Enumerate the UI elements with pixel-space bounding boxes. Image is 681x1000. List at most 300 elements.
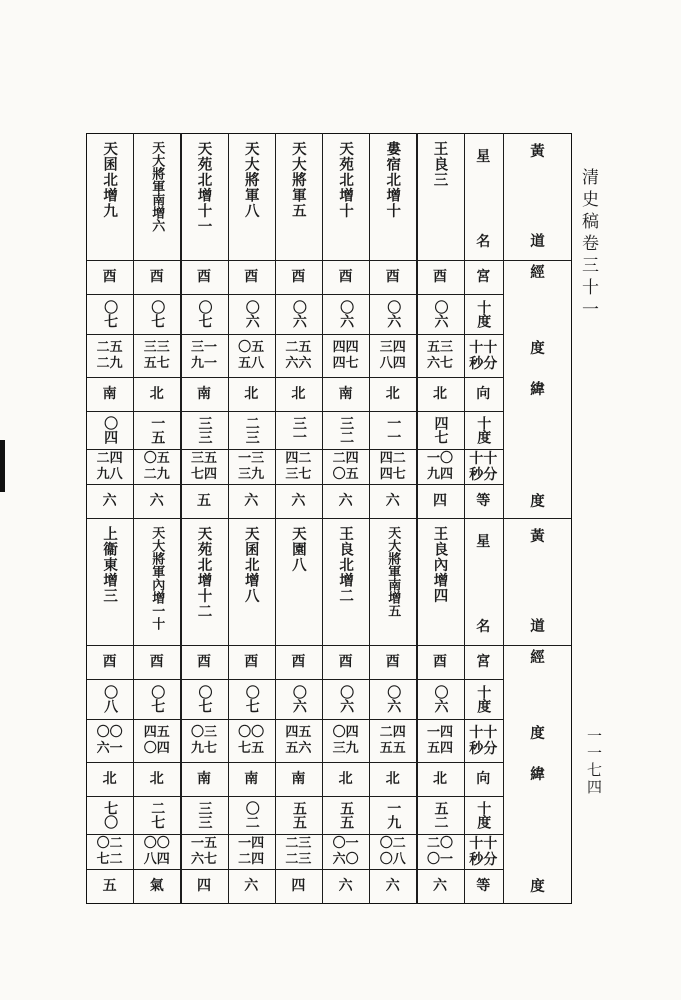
longitude-degree xyxy=(228,679,275,719)
min-sec-line: 〇〇 xyxy=(238,724,265,740)
direction: 南 xyxy=(244,770,259,787)
header-sec-min-label: 秒分 xyxy=(469,355,498,372)
longitude-degree xyxy=(180,679,227,719)
min-sec-line: 二九 xyxy=(143,466,170,482)
degree-value: 〇六 xyxy=(432,300,449,328)
star-name: 王良北增二 xyxy=(337,526,355,604)
latitude-degree xyxy=(86,796,133,834)
header-palace xyxy=(464,260,503,294)
table-rule-horizontal xyxy=(86,762,503,763)
longitude-degree xyxy=(369,294,416,334)
header-ten-degree xyxy=(464,411,503,449)
magnitude-grade-cell xyxy=(416,484,463,518)
header-palace xyxy=(464,645,503,679)
direction-cell xyxy=(228,762,275,796)
latitude-min-sec xyxy=(322,834,369,869)
min-sec-line: 五七 xyxy=(143,355,170,371)
header-ten-degree xyxy=(464,679,503,719)
degree-value: 三三 xyxy=(196,801,213,829)
header-min-sec-stack xyxy=(469,725,497,757)
table-rule-horizontal xyxy=(86,411,503,412)
magnitude-grade: 五 xyxy=(102,877,117,894)
star-name-cell xyxy=(416,133,463,260)
degree-value: 〇六 xyxy=(385,685,402,713)
direction: 北 xyxy=(432,770,447,787)
header-ten-degree-label: 十度 xyxy=(475,685,492,713)
table-rule-horizontal xyxy=(86,294,503,295)
star-name: 天園八 xyxy=(289,526,307,573)
min-sec-line: 〇一 xyxy=(332,835,359,851)
table-rule-vertical xyxy=(133,133,134,904)
magnitude-grade: 六 xyxy=(385,877,400,894)
min-sec-line: 五四 xyxy=(426,740,453,756)
min-sec-line: 六七 xyxy=(426,355,453,371)
min-sec-line: 九一 xyxy=(190,355,217,371)
min-sec-stack xyxy=(427,836,453,868)
table-rule-horizontal xyxy=(503,645,572,646)
min-sec-line: 〇二 xyxy=(379,835,406,851)
direction-cell xyxy=(180,762,227,796)
longitude-min-sec xyxy=(369,719,416,762)
min-sec-line: 〇一 xyxy=(426,851,453,867)
star-name-cell xyxy=(322,518,369,645)
min-sec-line: 〇三 xyxy=(190,724,217,740)
table-rule-horizontal xyxy=(86,334,503,335)
direction-cell xyxy=(369,762,416,796)
min-sec-line: 九四 xyxy=(426,466,453,482)
latitude-min-sec xyxy=(228,449,275,484)
latitude-min-sec xyxy=(133,834,180,869)
longitude-degree xyxy=(180,294,227,334)
degree-value: 四七 xyxy=(432,416,449,444)
header-sec-min-label: 秒分 xyxy=(469,851,498,868)
table-rule-horizontal xyxy=(86,518,572,519)
table-rule-vertical xyxy=(228,133,229,904)
table-rule-horizontal xyxy=(86,869,503,870)
min-sec-line: 三四 xyxy=(379,339,406,355)
min-sec-line: 五三 xyxy=(426,339,453,355)
latitude-degree xyxy=(133,411,180,449)
latitude-degree xyxy=(416,411,463,449)
palace-cell xyxy=(369,645,416,679)
palace-cell xyxy=(180,260,227,294)
latitude-min-sec xyxy=(86,449,133,484)
table-rule-horizontal xyxy=(86,834,503,835)
magnitude-grade: 六 xyxy=(102,492,117,509)
star-name-cell xyxy=(275,518,322,645)
degree-value: 二七 xyxy=(149,801,166,829)
header-min-sec-stack xyxy=(469,340,497,372)
star-name: 天苑北增十 xyxy=(337,141,355,219)
direction-cell xyxy=(133,377,180,411)
palace: 酉 xyxy=(244,653,259,670)
magnitude-grade-cell xyxy=(180,484,227,518)
min-sec-stack xyxy=(285,451,311,483)
star-name: 天大將軍八 xyxy=(242,141,260,219)
min-sec-stack xyxy=(97,451,123,483)
latitude-min-sec xyxy=(133,449,180,484)
ecliptic-longitude-label: 經 xyxy=(530,649,545,666)
min-sec-line: 〇二 xyxy=(96,835,123,851)
magnitude-grade: 四 xyxy=(291,877,306,894)
min-sec-stack xyxy=(380,725,406,757)
longitude-min-sec xyxy=(322,719,369,762)
direction: 北 xyxy=(338,770,353,787)
direction-cell xyxy=(322,762,369,796)
min-sec-line: 三九 xyxy=(238,466,265,482)
latitude-degree xyxy=(228,796,275,834)
header-ten-degree-label: 十度 xyxy=(475,801,492,829)
palace-cell xyxy=(322,645,369,679)
min-sec-stack xyxy=(144,836,170,868)
palace-cell xyxy=(133,645,180,679)
min-sec-stack xyxy=(380,836,406,868)
longitude-degree xyxy=(275,679,322,719)
longitude-min-sec xyxy=(133,719,180,762)
magnitude-grade-cell xyxy=(180,869,227,903)
header-star-name xyxy=(464,518,503,645)
degree-value: 二三 xyxy=(243,416,260,444)
min-sec-line: 六〇 xyxy=(332,851,359,867)
longitude-degree xyxy=(322,294,369,334)
min-sec-line: 五八 xyxy=(238,355,265,371)
min-sec-stack xyxy=(191,340,217,372)
longitude-min-sec xyxy=(180,334,227,377)
min-sec-line: 〇〇 xyxy=(143,835,170,851)
min-sec-stack xyxy=(238,451,264,483)
table-rule-horizontal xyxy=(86,719,503,720)
table-rule-vertical xyxy=(571,133,572,904)
latitude-min-sec xyxy=(275,449,322,484)
degree-value: 〇六 xyxy=(338,300,355,328)
table-rule-horizontal xyxy=(86,449,503,450)
min-sec-line: 一〇 xyxy=(426,450,453,466)
magnitude-grade: 六 xyxy=(149,492,164,509)
page-title: 清史稿卷三十一 xyxy=(578,168,598,322)
min-sec-stack xyxy=(97,836,123,868)
magnitude-grade: 六 xyxy=(291,492,306,509)
table-rule-vertical xyxy=(464,133,465,904)
min-sec-stack xyxy=(333,836,359,868)
magnitude-grade: 六 xyxy=(244,877,259,894)
degree-value: 三三 xyxy=(196,416,213,444)
header-star-label: 星 xyxy=(476,534,491,550)
min-sec-stack xyxy=(191,725,217,757)
ecliptic-longitude-cell xyxy=(503,645,572,762)
palace: 酉 xyxy=(432,653,447,670)
star-name-cell xyxy=(369,133,416,260)
header-ten-ten-label: 十十 xyxy=(469,724,498,741)
magnitude-grade-cell xyxy=(228,869,275,903)
min-sec-stack xyxy=(191,836,217,868)
star-name-cell xyxy=(133,518,180,645)
star-name-cell xyxy=(275,133,322,260)
star-catalog-table xyxy=(86,133,572,904)
latitude-min-sec xyxy=(228,834,275,869)
star-name: 天苑北增十二 xyxy=(195,526,213,619)
longitude-degree xyxy=(133,679,180,719)
ecliptic-degree-label: 度 xyxy=(530,493,545,510)
palace: 酉 xyxy=(338,653,353,670)
min-sec-stack xyxy=(144,451,170,483)
min-sec-line: 三五 xyxy=(190,450,217,466)
latitude-degree xyxy=(322,411,369,449)
star-name-cell xyxy=(228,518,275,645)
palace-cell xyxy=(275,645,322,679)
min-sec-stack xyxy=(144,725,170,757)
latitude-degree xyxy=(275,796,322,834)
star-name: 天大將軍南增五 xyxy=(385,526,401,617)
degree-value: 五五 xyxy=(338,801,355,829)
palace: 酉 xyxy=(291,268,306,285)
degree-value: 〇七 xyxy=(102,300,119,328)
min-sec-line: 二四 xyxy=(379,724,406,740)
min-sec-line: 九八 xyxy=(96,466,123,482)
palace: 酉 xyxy=(338,268,353,285)
min-sec-line: 二五 xyxy=(285,339,312,355)
header-ten-ten-label: 十十 xyxy=(469,339,498,356)
direction: 北 xyxy=(291,385,306,402)
degree-value: 一五 xyxy=(149,416,166,444)
min-sec-line: 〇五 xyxy=(143,450,170,466)
latitude-min-sec xyxy=(86,834,133,869)
min-sec-line: 四五 xyxy=(285,724,312,740)
header-min-sec-stack xyxy=(469,836,497,868)
min-sec-line: 五五 xyxy=(379,740,406,756)
longitude-min-sec xyxy=(416,334,463,377)
min-sec-line: 二三 xyxy=(285,835,312,851)
min-sec-line: 六六 xyxy=(285,355,312,371)
magnitude-grade-cell xyxy=(369,869,416,903)
direction: 南 xyxy=(338,385,353,402)
table-rule-horizontal xyxy=(86,903,572,904)
header-min-sec xyxy=(464,719,503,762)
ecliptic-dao: 道 xyxy=(530,233,545,250)
palace: 酉 xyxy=(432,268,447,285)
longitude-min-sec xyxy=(369,334,416,377)
palace: 酉 xyxy=(102,653,117,670)
longitude-min-sec xyxy=(275,719,322,762)
ecliptic-dao: 道 xyxy=(530,618,545,635)
star-name: 天苑北增十一 xyxy=(195,141,213,234)
header-star-label: 星 xyxy=(476,149,491,165)
ecliptic-huang: 黃 xyxy=(530,528,545,545)
palace-cell xyxy=(228,260,275,294)
degree-value: 〇七 xyxy=(149,300,166,328)
table-rule-vertical xyxy=(180,133,181,904)
min-sec-stack xyxy=(191,451,217,483)
longitude-min-sec xyxy=(275,334,322,377)
min-sec-stack xyxy=(97,725,123,757)
table-rule-vertical xyxy=(416,133,417,904)
star-name-cell xyxy=(86,518,133,645)
degree-value: 〇六 xyxy=(432,685,449,713)
star-name: 上衞東增三 xyxy=(101,526,119,604)
min-sec-stack xyxy=(427,451,453,483)
longitude-min-sec xyxy=(133,334,180,377)
magnitude-grade: 六 xyxy=(385,492,400,509)
header-sec-min-label: 秒分 xyxy=(469,466,498,483)
ecliptic-latitude-label: 緯 xyxy=(530,766,545,783)
min-sec-stack xyxy=(380,451,406,483)
min-sec-line: 〇四 xyxy=(332,724,359,740)
palace: 酉 xyxy=(196,653,211,670)
latitude-min-sec xyxy=(416,449,463,484)
table-rule-horizontal xyxy=(86,484,503,485)
palace: 酉 xyxy=(149,653,164,670)
degree-value: 三二 xyxy=(338,416,355,444)
header-direction xyxy=(464,377,503,411)
latitude-degree xyxy=(86,411,133,449)
header-name-label: 名 xyxy=(476,234,491,250)
longitude-degree xyxy=(133,294,180,334)
star-name-cell xyxy=(228,133,275,260)
min-sec-line: 二四 xyxy=(332,450,359,466)
min-sec-line: 四二 xyxy=(285,450,312,466)
magnitude-grade-cell xyxy=(133,484,180,518)
min-sec-stack xyxy=(333,725,359,757)
page-number: 一一七四 xyxy=(585,728,603,796)
min-sec-line: 九七 xyxy=(190,740,217,756)
palace: 酉 xyxy=(102,268,117,285)
ecliptic-latitude-cell xyxy=(503,762,572,903)
star-name: 天大將軍南增六 xyxy=(149,141,165,232)
ecliptic-degree-label: 度 xyxy=(530,340,545,357)
table-rule-vertical xyxy=(86,133,87,904)
palace-cell xyxy=(180,645,227,679)
header-palace-label: 宮 xyxy=(476,269,491,285)
min-sec-line: 八四 xyxy=(143,851,170,867)
magnitude-grade: 四 xyxy=(432,492,447,509)
min-sec-stack xyxy=(144,340,170,372)
direction-cell xyxy=(275,762,322,796)
degree-value: 五二 xyxy=(432,801,449,829)
magnitude-grade-cell xyxy=(369,484,416,518)
ecliptic-label-cell xyxy=(503,133,572,260)
ecliptic-huang: 黃 xyxy=(530,143,545,160)
latitude-degree xyxy=(133,796,180,834)
degree-value: 三一 xyxy=(290,416,307,444)
palace: 酉 xyxy=(149,268,164,285)
min-sec-line: 七二 xyxy=(96,851,123,867)
star-name-cell xyxy=(133,133,180,260)
direction: 北 xyxy=(385,385,400,402)
magnitude-grade-cell xyxy=(275,869,322,903)
min-sec-line: 七四 xyxy=(190,466,217,482)
star-name: 婁宿北增十 xyxy=(384,141,402,219)
direction: 北 xyxy=(149,385,164,402)
latitude-degree xyxy=(275,411,322,449)
direction: 北 xyxy=(385,770,400,787)
min-sec-line: 六七 xyxy=(190,851,217,867)
header-star-name xyxy=(464,133,503,260)
star-name: 王良三 xyxy=(431,141,449,188)
min-sec-stack xyxy=(285,340,311,372)
palace-cell xyxy=(416,260,463,294)
palace-cell xyxy=(369,260,416,294)
table-rule-horizontal xyxy=(86,679,503,680)
palace: 酉 xyxy=(385,268,400,285)
min-sec-line: 一四 xyxy=(238,835,265,851)
header-direction-label: 向 xyxy=(476,386,491,402)
header-ten-ten-label: 十十 xyxy=(469,450,498,467)
min-sec-line: 二五 xyxy=(96,339,123,355)
header-ten-degree-label: 十度 xyxy=(475,416,492,444)
min-sec-line: 二〇 xyxy=(426,835,453,851)
magnitude-grade-cell xyxy=(228,484,275,518)
latitude-min-sec xyxy=(369,834,416,869)
header-min-sec-stack xyxy=(469,451,497,483)
table-rule-horizontal xyxy=(86,377,503,378)
header-name-label: 名 xyxy=(476,619,491,635)
direction: 北 xyxy=(432,385,447,402)
palace-cell xyxy=(133,260,180,294)
star-name: 天大將軍五 xyxy=(289,141,307,219)
min-sec-line: 四七 xyxy=(379,466,406,482)
degree-value: 〇六 xyxy=(290,685,307,713)
latitude-min-sec xyxy=(275,834,322,869)
min-sec-line: 四五 xyxy=(143,724,170,740)
latitude-degree xyxy=(369,411,416,449)
ecliptic-latitude-label: 緯 xyxy=(530,381,545,398)
min-sec-stack xyxy=(333,451,359,483)
star-name-cell xyxy=(180,518,227,645)
magnitude-grade-cell xyxy=(133,869,180,903)
latitude-degree xyxy=(180,796,227,834)
magnitude-grade-cell xyxy=(86,869,133,903)
ecliptic-longitude-cell xyxy=(503,260,572,377)
table-rule-vertical xyxy=(322,133,323,904)
ecliptic-degree-label: 度 xyxy=(530,878,545,895)
ecliptic-longitude-label: 經 xyxy=(530,264,545,281)
header-ten-degree xyxy=(464,294,503,334)
star-name-cell xyxy=(86,133,133,260)
longitude-min-sec xyxy=(180,719,227,762)
degree-value: 〇八 xyxy=(102,685,119,713)
degree-value: 〇二 xyxy=(243,801,260,829)
direction-cell xyxy=(228,377,275,411)
magnitude-grade: 六 xyxy=(338,877,353,894)
degree-value: 〇七 xyxy=(243,685,260,713)
min-sec-line: 八四 xyxy=(379,355,406,371)
degree-value: 〇六 xyxy=(290,300,307,328)
min-sec-stack xyxy=(238,725,264,757)
scan-edge-mark xyxy=(0,440,5,492)
table-rule-horizontal xyxy=(86,260,503,261)
direction: 南 xyxy=(196,770,211,787)
table-rule-horizontal xyxy=(86,796,503,797)
latitude-degree xyxy=(322,796,369,834)
direction: 北 xyxy=(102,770,117,787)
longitude-min-sec xyxy=(86,719,133,762)
longitude-degree xyxy=(369,679,416,719)
palace-cell xyxy=(228,645,275,679)
header-sec-min-label: 秒分 xyxy=(469,740,498,757)
header-palace-label: 宮 xyxy=(476,654,491,670)
direction: 南 xyxy=(102,385,117,402)
star-name-cell xyxy=(180,133,227,260)
degree-value: 七〇 xyxy=(102,801,119,829)
direction-cell xyxy=(322,377,369,411)
magnitude-grade: 氣 xyxy=(149,877,164,894)
magnitude-grade-cell xyxy=(86,484,133,518)
degree-value: 〇七 xyxy=(149,685,166,713)
table-rule-vertical xyxy=(503,133,504,904)
magnitude-grade: 四 xyxy=(196,877,211,894)
star-name: 天囷北增九 xyxy=(101,141,119,219)
degree-value: 〇六 xyxy=(385,300,402,328)
direction-cell xyxy=(369,377,416,411)
